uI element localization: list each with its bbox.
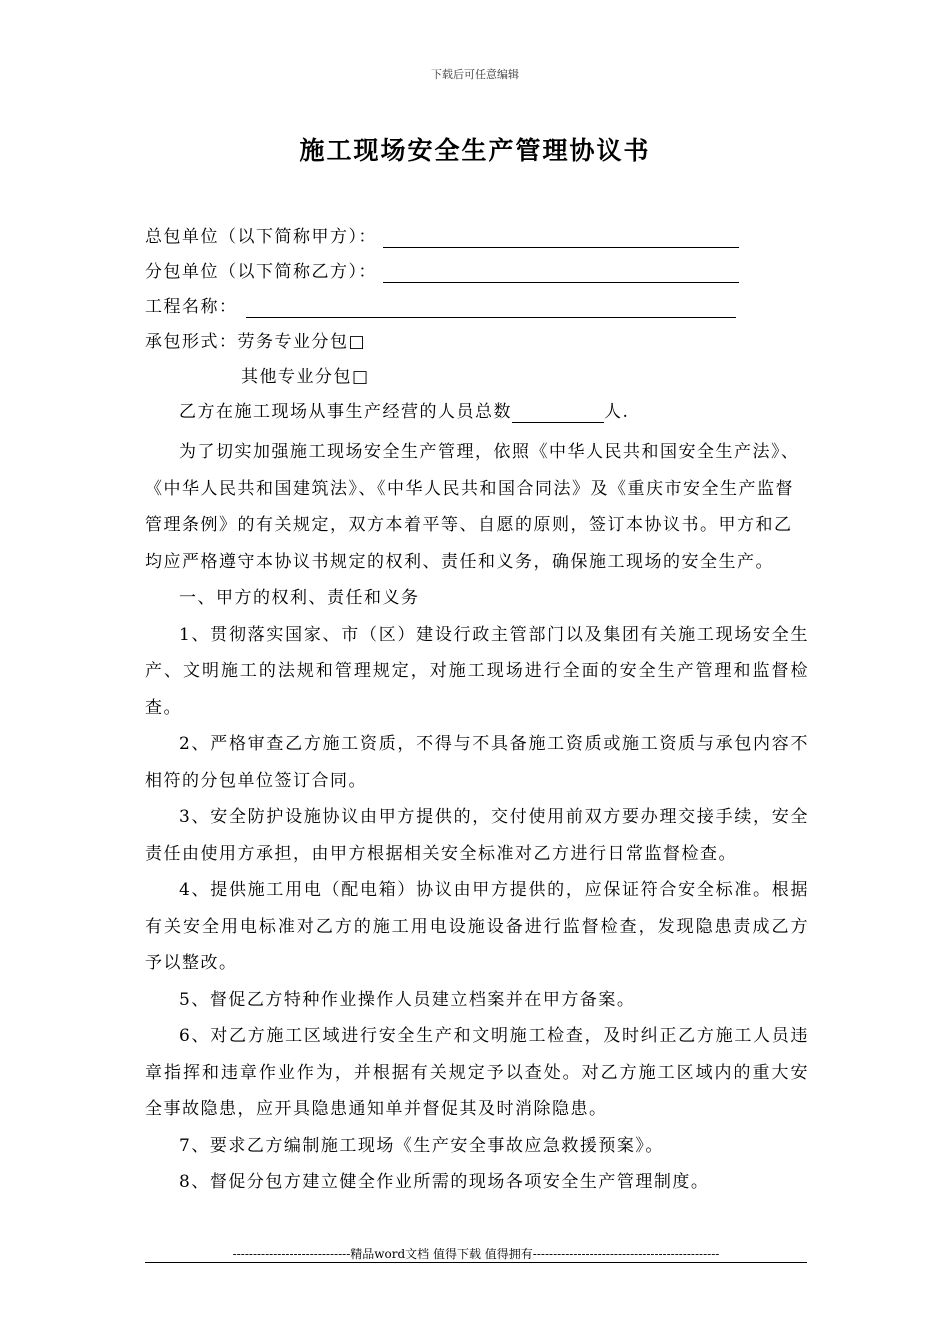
form-option-1: 劳务专业分包□ <box>237 332 367 352</box>
list-item: 1、贯彻落实国家、市（区）建设行政主管部门以及集团有关施工现场安全生产、文明施工的法规和管理规定，对施工现场进行全面的安全生产管理和监督检查。 <box>145 624 809 718</box>
section-heading: 一、甲方的权利、责任和义务 <box>179 588 420 608</box>
staff-blank <box>512 402 604 423</box>
intro-paragraph: 为了切实加强施工现场安全生产管理，依照《中华人民共和国安全生产法》、《中华人民共和国建筑法》、《中华人民共和国合同法》及《重庆市安全生产监督管理条例》的有关规定，双方本着平等、自愿的原则，签订本协议书。甲方和乙均应严格遵守本协议书规定的权利、责任和义务，确保施工现场的安全生产。 <box>145 442 800 572</box>
project-line <box>145 290 809 325</box>
form-line-2 <box>145 360 809 395</box>
form-label: 承包形式： <box>145 332 238 352</box>
document-body <box>145 220 809 1201</box>
list-item: 7、要求乙方编制施工现场《生产安全事故应急救援预案》。 <box>179 1135 664 1156</box>
footer-note: -----------------------------精品word文档 值得下载 值得拥有---------------------------------------------- <box>232 1247 720 1261</box>
document-title: 施工现场安全生产管理协议书 <box>299 136 651 165</box>
form-line <box>145 325 809 360</box>
project-blank <box>246 297 736 318</box>
list-item: 3、安全防护设施协议由甲方提供的，交付使用前双方要办理交接手续，安全责任由使用方承担，由甲方根据相关安全标准对乙方进行日常监督检查。 <box>145 807 809 864</box>
staff-suffix: 人. <box>604 402 630 422</box>
staff-line <box>145 395 809 430</box>
list-item: 5、督促乙方特种作业操作人员建立档案并在甲方备案。 <box>179 989 636 1010</box>
contractor-blank <box>383 227 739 248</box>
subcontractor-label: 分包单位（以下简称乙方）： <box>145 262 377 282</box>
list-item: 4、提供施工用电（配电箱）协议由甲方提供的，应保证符合安全标准。根据有关安全用电标准对乙方的施工用电设施设备进行监督检查，发现隐患责成乙方予以整改。 <box>145 880 809 973</box>
list-item: 8、督促分包方建立健全作业所需的现场各项安全生产管理制度。 <box>179 1172 710 1192</box>
subcontractor-blank <box>383 262 739 283</box>
header-note: 下载后可任意编辑 <box>431 68 519 81</box>
form-option-2: 其他专业分包□ <box>241 367 370 387</box>
staff-prefix: 乙方在施工现场从事生产经营的人员总数 <box>179 402 512 422</box>
project-label: 工程名称： <box>145 297 238 317</box>
footer-rule <box>145 1262 807 1263</box>
list-item: 2、严格审查乙方施工资质，不得与不具备施工资质或施工资质与承包内容不相符的分包单位签订合同。 <box>145 734 809 791</box>
contractor-line <box>145 220 809 255</box>
subcontractor-line <box>145 255 809 290</box>
contractor-label: 总包单位（以下简称甲方）： <box>145 227 377 247</box>
list-item: 6、对乙方施工区域进行安全生产和文明施工检查，及时纠正乙方施工人员违章指挥和违章作业作为，并根据有关规定予以查处。对乙方施工区域内的重大安全事故隐患，应开具隐患通知单并督促其及时消除隐患。 <box>145 1026 809 1119</box>
